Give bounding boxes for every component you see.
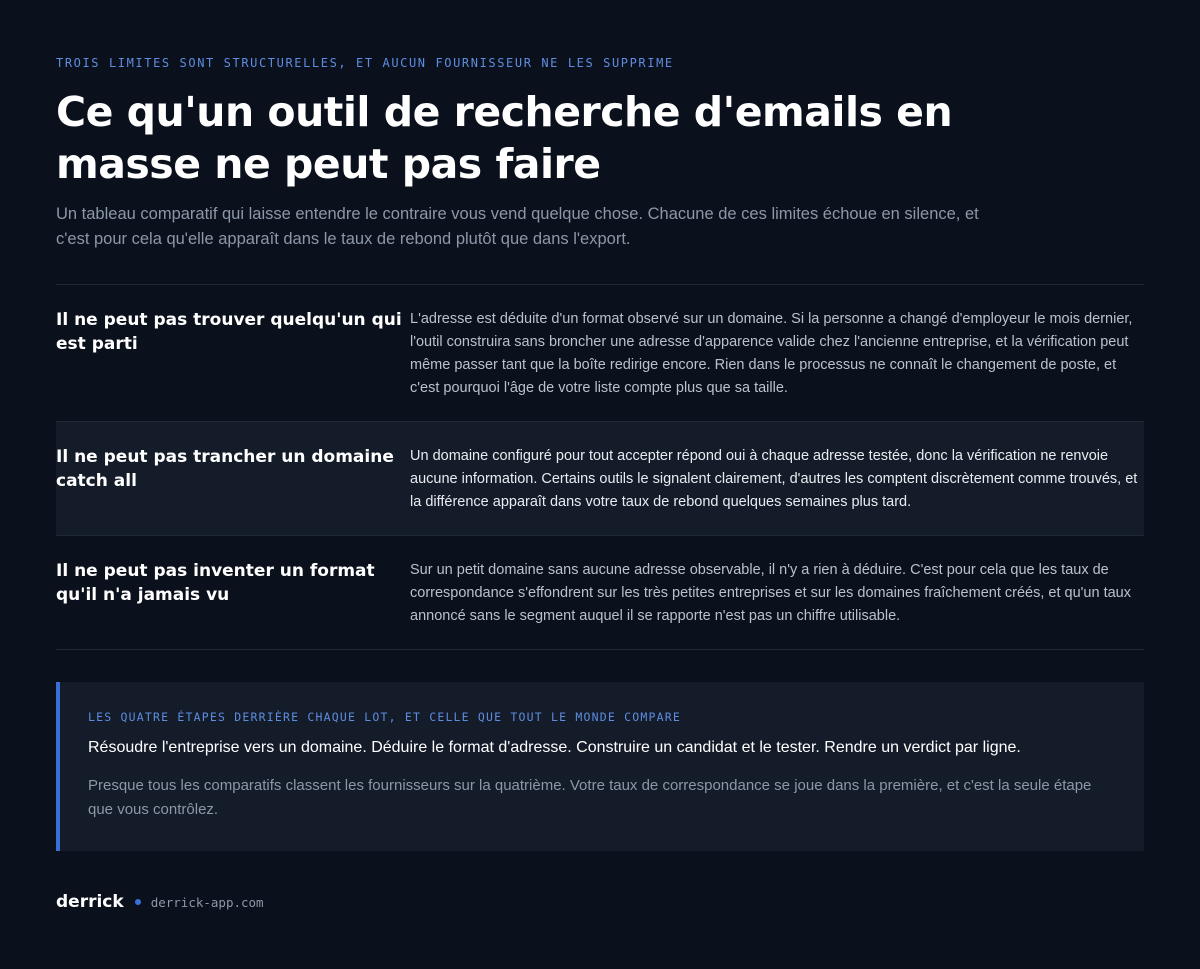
limit-title: Il ne peut pas inventer un format qu'il n'a jamais vu	[56, 561, 375, 605]
limit-description: Sur un petit domaine sans aucune adresse observable, il n'y a rien à déduire. C'est pour cela que les taux de correspondance s'effondrent sur les très petites entreprises et sur les domaines fraîchement créés, et qu'un taux annoncé sans le segment auquel il se rapporte n'est pas un chiffre utilisable.	[410, 562, 1131, 624]
eyebrow-label: TROIS LIMITES SONT STRUCTURELLES, ET AUCUN FOURNISSEUR NE LES SUPPRIME	[56, 56, 674, 70]
limit-description: Un domaine configuré pour tout accepter répond oui à chaque adresse testée, donc la vérification ne renvoie aucune information. Certains outils le signalent clairement, d'autres les comptent discrètement comme trouvés, et la différence apparaît dans votre taux de rebond quelques semaines plus tard.	[410, 448, 1138, 510]
website-link[interactable]: derrick-app.com	[150, 894, 264, 910]
callout-box	[56, 682, 1144, 851]
limit-description: L'adresse est déduite d'un format observé sur un domaine. Si la personne a changé d'employeur le mois dernier, l'outil construira sans broncher une adresse d'apparence valide chez l'ancienne entreprise, et la vérification peut même passer tant que la boîte redirige encore. Rien dans le processus ne connaît le changement de poste, et c'est pourquoi l'âge de votre liste compte plus que sa taille.	[410, 311, 1133, 396]
page-title: Ce qu'un outil de recherche d'emails en masse ne peut pas faire	[56, 88, 953, 188]
limit-title: Il ne peut pas trouver quelqu'un qui est parti	[56, 310, 402, 354]
limit-title: Il ne peut pas trancher un domaine catch all	[56, 447, 394, 491]
limits-table	[56, 284, 1144, 650]
footer	[56, 892, 264, 912]
callout-eyebrow: LES QUATRE ÉTAPES DERRIÈRE CHAQUE LOT, ET CELLE QUE TOUT LE MONDE COMPARE	[88, 710, 682, 724]
callout-note: Presque tous les comparatifs classent les fournisseurs sur la quatrième. Votre taux de correspondance se joue dans la première, et c'est la seule étape que vous contrôlez.	[88, 777, 1092, 818]
page-subtitle: Un tableau comparatif qui laisse entendre le contraire vous vend quelque chose. Chacune de ces limites échoue en silence, et c'est pour cela qu'elle apparaît dans le taux de rebond plutôt que dans l'export.	[56, 205, 979, 248]
separator-dot-icon	[135, 899, 141, 905]
limit-row	[56, 285, 1144, 422]
limit-row-highlighted	[56, 422, 1144, 536]
limit-row	[56, 536, 1144, 650]
callout-statement: Résoudre l'entreprise vers un domaine. Déduire le format d'adresse. Construire un candidat et le tester. Rendre un verdict par ligne.	[88, 739, 1021, 756]
brand-logo: derrick	[56, 892, 124, 912]
